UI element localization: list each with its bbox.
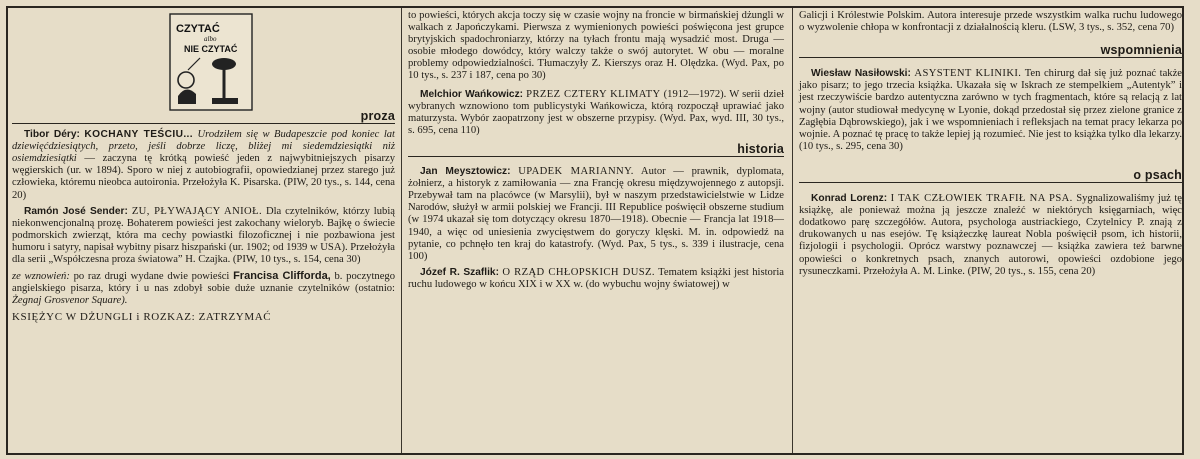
column-1 [12,10,395,328]
review-text: Dla czytelników, którzy lubią niekonwencjonalną prozę. Bohaterem powieści jest zakochany wieloryb. Bajkę o świecie podmorskich zwierząt, która ma cechy powiastki filozoficznej i nie pozbawiona jest humoru i satyry, napisał wybitny pisarz hiszpański (ur. 1902; od 1939 w USA). Przełożyła dla serii „Współczesna proza światowa” H. Czajka. (PIW, 10 tys., s. 154, cena 30) [12,205,395,266]
review-clifford-continued: to powieści, których akcja toczy się w czasie wojny na froncie w birmańskiej dżungli w walkach z Japończykami. Pierwsza z wymienionych powieści poświęcona jest grupce brytyjskich spadochroniarzy, którzy na tyłach frontu mają wysadzić most. Druga — osobie młodego dowódcy, który walczy także o swój autorytet. W obu — moralne problemy odpowiedzialności. Tłumaczyły Z. Kierszys oraz H. Olędzka. (Wyd. Pax, po 10 tys., s. 237 i 187, cena po 30) [408,10,784,82]
section-heading-o-psach: o psach [799,169,1182,183]
review-szaflik [408,267,784,291]
review-text: po raz drugi wydane dwie powieści [73,271,230,283]
review-text: Tematem książki jest historia ruchu ludowego w końcu XIX i w XX w. (do wybuchu wojny światowej) w [408,266,784,290]
column-2 [408,10,784,295]
review-author: Melchior Wańkowicz: [420,88,524,100]
review-clifford [12,270,395,307]
review-title: ZU, PŁYWAJĄCY ANIOŁ. [131,205,263,217]
review-title: ASYSTENT KLINIKI. [914,68,1022,80]
reader-illustration-icon [162,10,260,114]
logo-line-3: NIE CZYTAĆ [184,44,238,54]
review-title: I TAK CZŁOWIEK TRAFIŁ NA PSA. [890,193,1073,205]
logo-line-2: albo [204,35,217,43]
review-quote: Urodziłem się w Budapeszcie pod koniec lat dziewięćdziesiątych, przeto, jeśli dobrze liczę, bliżej mi siedemdziesiątki niż osiemdziesiątki [12,129,396,165]
section-heading-historia: historia [408,143,784,157]
review-szaflik-continued: Galicji i Królestwie Polskim. Autora interesuje przede wszystkim walka ruchu ludowego o wyzwolenie chłopa w konfrontacji z działalnością kleru. (LSW, 3 tys., s. 352, cena 70) [799,10,1182,34]
review-text: Sygnalizowaliśmy już tę książkę, ale ponieważ można ją jeszcze znaleźć w niektórych księgarniach, więc dodatkowo parę szczegółów. Autora, psychologa austriackiego, Czytelnicy P. znają z drukowanych u nas esejów. Tę książeczkę laureat Nobla poświęcił psom, ich historii, fizjologii i psychologii. Oprócz warstwy poznawczej — książka zawiera też barwne opowieści o konkretnych psach, znanych autorowi, opowieści ozdobione jego rysuneczkami. Przełożyła A. M. Linke. (PIW, 20 tys., s. 155, cena 20) [799,193,1182,277]
review-sender [12,206,395,266]
review-quote: Żegnaj Grosvenor Square). [12,295,128,307]
review-text: Ten chirurg dał się już poznać także jako pisarz; to jego trzecia książka. Ukazała się w Iskrach ze stempelkiem „Autentyk” i jest rzeczywiście bardzo autentyczna zarówno w tych fragmentach, które są relacją z lat wojny (autor studiował medycynę w Lyonie, dokąd przedostał się przez zielone granice z Zagłębia Dąbrowskiego), jak i we wspomnieniach i refleksjach na temat pracy lekarza po wojnie. A poznać tę pracę to także lepiej ją rozumieć. Nie jest to książka tylko dla lekarzy. (10 tys., s. 295, cena 30) [799,68,1182,152]
review-intro: ze wznowień: [12,271,70,283]
review-author: Tibor Déry: [24,129,80,141]
column-rule [401,8,402,453]
review-text: — zaczyna tę krótką powieść jeden z najwybitniejszych pisarzy węgierskich (ur. w 1894). Sporo w niej z autobiografii, opowiedzianej przez starego już człowieka, któremu nieobca autoironia. Przełożyła K. Pisarska. (PIW, 20 tys., s. 144, cena 20) [12,153,395,201]
review-author: Konrad Lorenz: [811,193,888,205]
section-heading-proza: proza [12,110,395,124]
review-wankowicz [408,89,784,137]
column-3 [799,10,1182,282]
czytac-logo [162,10,260,114]
review-author: Wiesław Nasiłowski: [811,68,911,80]
review-author: Józef R. Szaflik: [420,266,499,278]
review-clifford-titles: KSIĘŻYC W DŻUNGLI i ROZKAZ: ZATRZYMAĆ [12,311,272,324]
review-meysztowicz [408,166,784,263]
review-title: PRZEZ CZTERY KLIMATY [526,88,661,100]
review-text: (1912—1972). W serii dzieł wybranych wznowiono tom publicystyki Wańkowicza, którą rozpoczął uprawiać jako maturzysta. Wybór zaopatrzony jest w obszerne przypisy. (Wyd. Pax, wyd. III, 30 tys., s. 695, cena 110) [408,88,784,136]
logo-line-1: CZYTAĆ [176,23,220,35]
review-nasilowski [799,68,1182,153]
review-author: Ramón José Sender: [24,205,128,217]
review-text: b. poczytnego angielskiego pisarza, który i u nas zdobył sobie duże uznanie czytelników (ostatnio: [12,271,395,295]
section-heading-wspomnienia: wspomnienia [799,44,1182,58]
review-title: UPADEK MARIANNY. [518,166,634,178]
review-title: KOCHANY TEŚCIU... [84,129,194,141]
review-text: Autor — prawnik, dyplomata, żołnierz, a historyk z zamiłowania — zna Francję okresu międzywojennego z autopsji. Przebywał tam na placówce (w Marsylii), był w naszym przedstawicielstwie w Lidze Narodów, służył w armii polskiej we Francji. III Republice poświęcił obszerne studium (w 1974 ukazał się tom dotyczący okresu 1870—1918). Obecnie — Francja lat 1918—1940, a więc od uniesienia zwycięstwem do goryczy klęski. M. in. odpowiedź na pytanie, co pchnęło ten kraj do katastrofy. (Wyd. Pax, 5 tys., s. 339 i ilustracje, cena 100) [408,166,784,262]
review-lorenz [799,193,1182,278]
review-title: O RZĄD CHŁOPSKICH DUSZ. [502,266,655,278]
review-author: Jan Meysztowicz: [420,166,511,178]
review-author: Francisa Clifforda, [233,270,331,283]
review-dery [12,129,395,202]
column-rule [792,8,793,453]
